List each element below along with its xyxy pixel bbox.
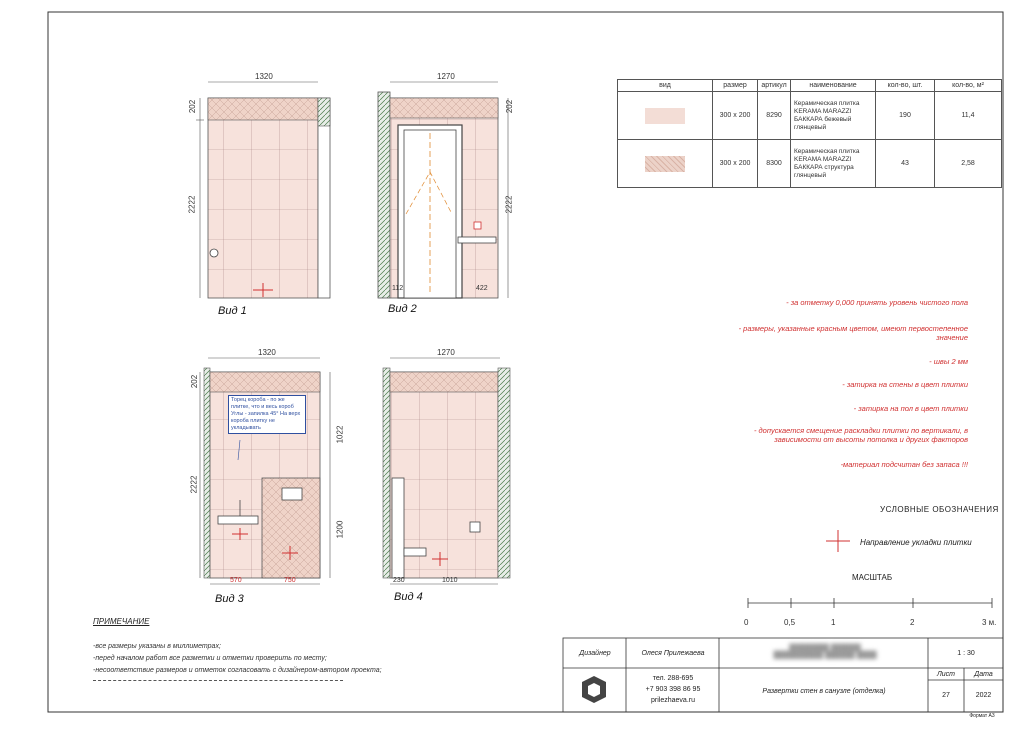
note-wall-grout: - затирка на стены в цвет плитки [842, 380, 968, 389]
note-floor-grout: - затирка на пол в цвет плитки [853, 404, 968, 413]
tile-swatch-beige [645, 108, 685, 124]
spec-article: 8300 [758, 140, 791, 188]
table-row [618, 140, 1002, 188]
spec-name: Керамическая плитка KERAMA MARAZZI БАККАРА бежевый глянцевый [791, 92, 876, 140]
spec-count: 43 [876, 140, 935, 188]
designer-label: Дизайнер [579, 650, 611, 657]
view-3-drawing [200, 358, 330, 584]
spec-header-area: кол-во, м² [935, 80, 1002, 92]
view-4-dim-bottom-a: 230 [393, 577, 405, 584]
spec-size: 300 х 200 [713, 140, 758, 188]
note-layout-shift: - допускается смещение раскладки плитки по вертикали, в зависимости от высоты потолка и других факторов [753, 426, 968, 444]
spec-header-view: вид [618, 80, 713, 92]
view-2-drawing [378, 82, 508, 298]
table-row [618, 92, 1002, 140]
spec-size: 300 х 200 [713, 92, 758, 140]
note-red-dims: - размеры, указанные красным цветом, имеют первостепенное значение [738, 324, 968, 342]
view-4-dim-bottom-b: 1010 [442, 577, 458, 584]
view-3-dim-bottom-b: 750 [284, 577, 296, 584]
scale-tick-0-5: 0,5 [784, 618, 796, 627]
spec-header-name: наименование [791, 80, 876, 92]
scale-tick-2: 2 [910, 618, 915, 627]
spec-header-article: артикул [758, 80, 791, 92]
drawing-date: 2022 [975, 692, 992, 699]
view-4-drawing [383, 358, 510, 584]
designer-name: Олеся Прилежаева [641, 650, 705, 657]
designer-mobile: +7 903 398 86 95 [645, 686, 701, 693]
spec-name: Керамическая плитка KERAMA MARAZZI БАККАРА структура глянцевый [791, 140, 876, 188]
tile-direction-arrow-icon [826, 530, 850, 552]
tile-spec-table [617, 79, 1002, 188]
scale-title: МАСШТАБ [852, 573, 893, 582]
view-3-dim-side-a: 202 [190, 374, 200, 389]
designer-phone: тел. 288-695 [652, 675, 694, 682]
note-joints: - швы 2 мм [929, 357, 968, 366]
view-3-dim-right-a: 1022 [335, 425, 345, 444]
designer-logo-icon [582, 676, 606, 703]
view-3-dim-bottom-a: 570 [230, 577, 242, 584]
view-3-title: Вид 3 [215, 593, 244, 605]
legend-title: УСЛОВНЫЕ ОБОЗНАЧЕНИЯ [880, 505, 999, 514]
remarks-title: ПРИМЕЧАНИЕ [93, 617, 150, 626]
remark-line: -все размеры указаны в миллиметрах; [93, 643, 221, 650]
note-zero-level: - за отметку 0,000 принять уровень чистого пола [786, 298, 968, 307]
tile-swatch-structure [645, 156, 685, 172]
view-2-dim-side-b: 2222 [504, 195, 514, 214]
designer-site: prilezhaeva.ru [651, 697, 695, 704]
view-3-box-note: Торец короба - по же плитке, что и весь короб Углы - запилка 45° На верх короба плитку не укладывать [228, 395, 306, 434]
blurred-project-info: ████████ ██████ ██████████ ██████ ████ [773, 645, 877, 659]
remark-divider [93, 680, 343, 681]
remark-line: -перед началом работ все разметки и отметки проверить по месту; [93, 655, 327, 662]
sheet-label: Лист [936, 671, 956, 678]
remark-line: -несоответствие размеров и отметок согласовать с дизайнером-автором проекта; [93, 667, 382, 674]
view-1-dim-side-a: 202 [188, 99, 198, 114]
sheet-number: 27 [942, 692, 950, 699]
view-2-dim-bottom-b: 422 [476, 285, 488, 292]
view-1-title: Вид 1 [218, 305, 247, 317]
date-label: Дата [974, 671, 993, 678]
view-1-dim-side-b: 2222 [187, 195, 197, 214]
spec-header-count: кол-во, шт. [876, 80, 935, 92]
sheet-title: Развертки стен в санузле (отделка) [762, 688, 886, 695]
spec-article: 8290 [758, 92, 791, 140]
drawing-scale: 1 : 30 [957, 650, 975, 657]
spec-count: 190 [876, 92, 935, 140]
spec-header-size: размер [713, 80, 758, 92]
view-4-dim-top: 1270 [437, 348, 455, 357]
spec-area: 2,58 [935, 140, 1002, 188]
view-3-dim-side-b: 2222 [189, 475, 199, 494]
scale-tick-1: 1 [831, 618, 836, 627]
view-2-title: Вид 2 [388, 303, 417, 315]
view-3-dim-right-b: 1200 [335, 520, 345, 539]
view-2-dim-bottom-a: 112 [392, 285, 404, 292]
view-1-drawing [196, 82, 330, 298]
scale-bar [748, 598, 992, 608]
view-2-dim-top: 1270 [437, 72, 455, 81]
paper-format: Формат А3 [969, 713, 995, 719]
spec-area: 11,4 [935, 92, 1002, 140]
view-4-title: Вид 4 [394, 591, 423, 603]
scale-tick-3: 3 м. [982, 618, 997, 627]
view-2-dim-side-a: 202 [505, 99, 515, 114]
note-no-reserve: -материал подсчитан без запаса !!! [840, 460, 968, 469]
view-1-dim-top: 1320 [255, 72, 273, 81]
view-3-dim-top: 1320 [258, 348, 276, 357]
scale-tick-0: 0 [744, 618, 749, 627]
spec-header-row [618, 80, 1002, 92]
legend-item: Направление укладки плитки [860, 538, 972, 547]
